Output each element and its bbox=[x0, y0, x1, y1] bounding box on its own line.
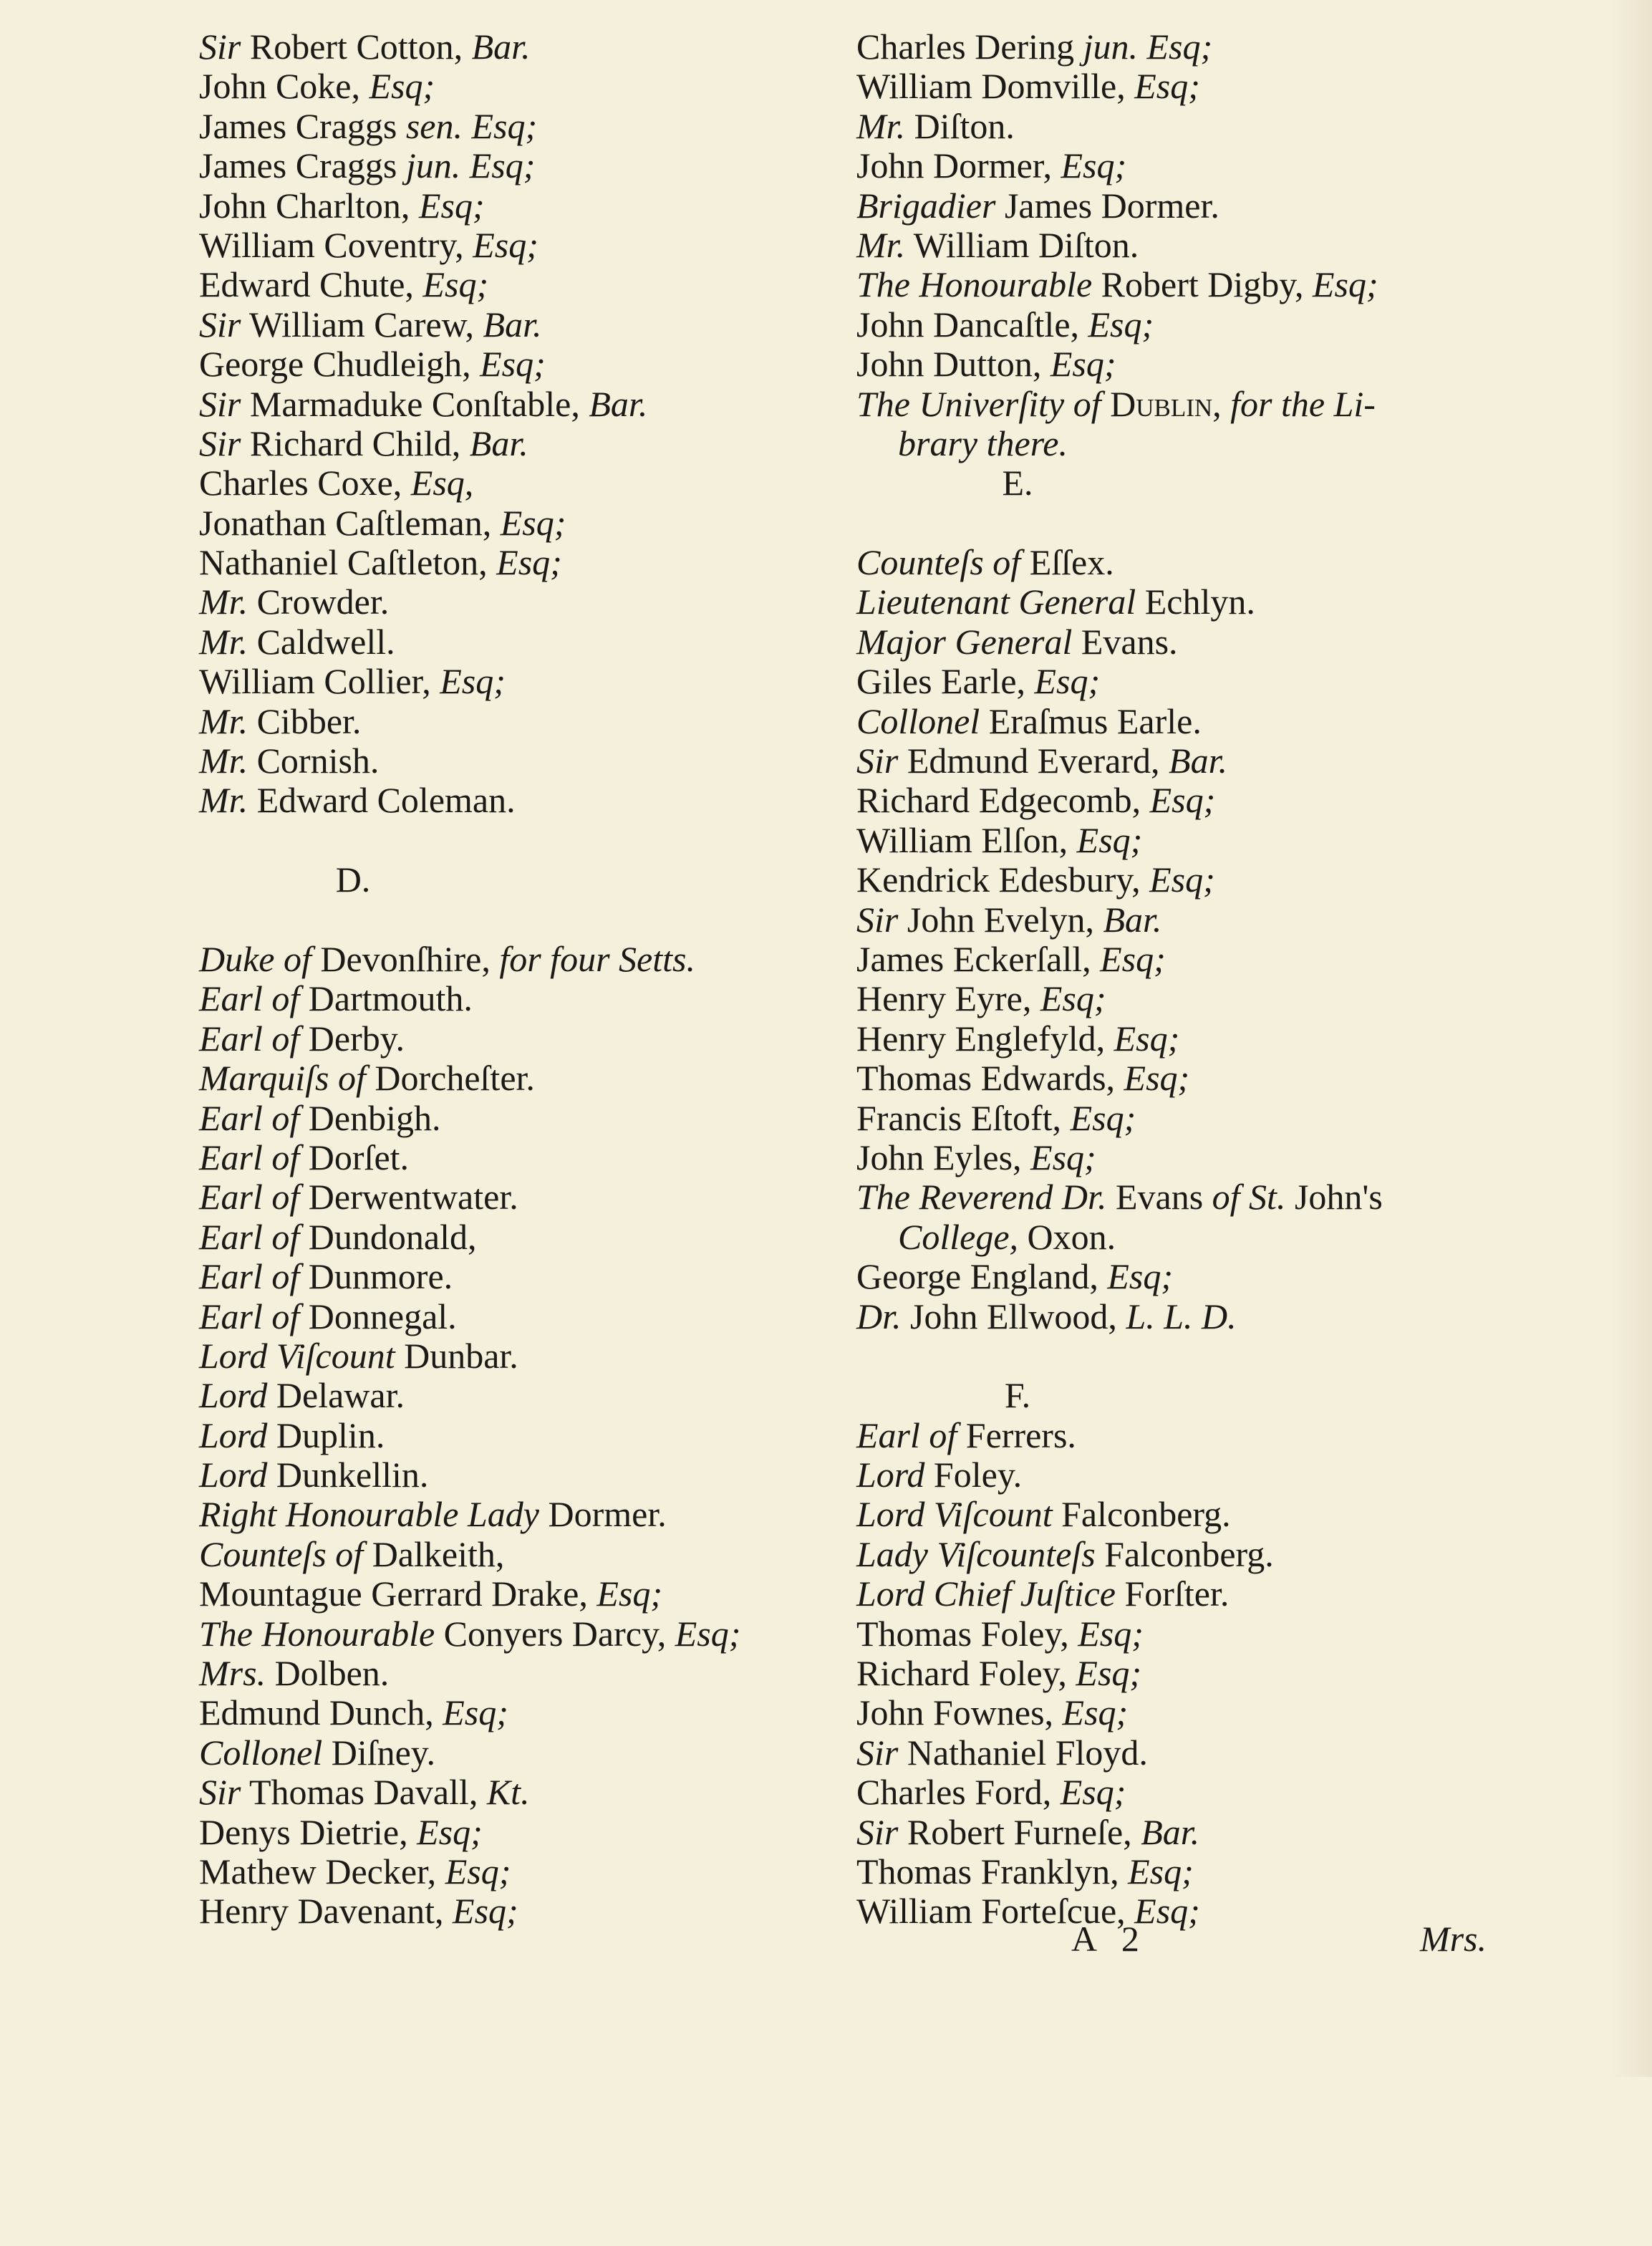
left-subscriber-entry bbox=[199, 226, 844, 265]
right-subscriber-entry bbox=[856, 1693, 1501, 1732]
right-subscriber-entry bbox=[856, 1416, 1501, 1455]
roman-text: , bbox=[1212, 383, 1231, 424]
italic-text: Esq; bbox=[1070, 1097, 1136, 1138]
italic-text: Lord bbox=[199, 1414, 268, 1455]
left-subscriber-entry bbox=[199, 702, 844, 741]
roman-text: William Domville, bbox=[856, 66, 1135, 107]
italic-text: Esq; bbox=[675, 1613, 741, 1654]
roman-text: William Carew, bbox=[241, 304, 483, 344]
roman-text: Duplin. bbox=[267, 1414, 385, 1455]
left-subscriber-entry bbox=[199, 27, 844, 67]
roman-text: Dublin bbox=[1101, 383, 1213, 424]
italic-text: Mr. bbox=[199, 582, 248, 622]
roman-text: Dormer. bbox=[538, 1494, 667, 1535]
italic-text: Mr. bbox=[199, 780, 248, 821]
italic-text: Lady Viſcounteſs bbox=[856, 1533, 1096, 1574]
italic-text: Sir bbox=[199, 304, 241, 344]
left-subscriber-entry bbox=[199, 463, 844, 503]
roman-text: Eraſmus Earle. bbox=[980, 700, 1202, 741]
left-subscriber-entry bbox=[199, 1614, 844, 1654]
right-column bbox=[856, 27, 1501, 1932]
right-subscriber-entry bbox=[856, 1138, 1501, 1177]
italic-text: Esq; bbox=[1076, 1653, 1142, 1694]
italic-text: Bar. bbox=[1169, 741, 1227, 781]
italic-text: Mr. bbox=[856, 224, 906, 265]
italic-text: Esq; bbox=[1128, 1851, 1194, 1891]
roman-text: Ferrers. bbox=[957, 1414, 1076, 1455]
left-spacer bbox=[199, 900, 844, 940]
roman-text: Robert Furneſe, bbox=[898, 1811, 1141, 1852]
roman-text: John Evelyn, bbox=[898, 899, 1103, 940]
roman-text: John Dormer, bbox=[856, 145, 1061, 186]
left-subscriber-entry bbox=[199, 1336, 844, 1376]
roman-text: Dartmouth. bbox=[299, 978, 473, 1019]
roman-text: Dundonald, bbox=[299, 1216, 477, 1257]
roman-text: Echlyn. bbox=[1136, 582, 1255, 622]
italic-text: Earl of bbox=[199, 1177, 300, 1218]
italic-text: Right Honourable Lady bbox=[199, 1494, 539, 1535]
roman-text: John Eyles, bbox=[856, 1137, 1031, 1177]
roman-text: Robert Digby, bbox=[1092, 264, 1313, 305]
italic-text: Sir bbox=[856, 741, 899, 781]
roman-text: James Eckerſall, bbox=[856, 938, 1101, 979]
italic-text: Esq; bbox=[369, 66, 435, 107]
left-subscriber-entry bbox=[199, 305, 844, 344]
italic-text: Lord Viſcount bbox=[199, 1335, 395, 1376]
italic-text: of St. bbox=[1212, 1177, 1286, 1218]
italic-text: Earl of bbox=[856, 1414, 957, 1455]
right-subscriber-entry bbox=[856, 1059, 1501, 1098]
italic-text: Mr. bbox=[856, 105, 906, 146]
italic-text: Esq; bbox=[1050, 344, 1116, 385]
italic-text: Earl of bbox=[199, 1256, 300, 1297]
left-subscriber-entry bbox=[199, 1376, 844, 1415]
left-subscriber-entry bbox=[199, 1138, 844, 1177]
left-subscriber-entry bbox=[199, 543, 844, 582]
italic-text: Esq; bbox=[1107, 1256, 1174, 1297]
right-subscriber-entry bbox=[856, 344, 1501, 384]
italic-text: Esq; bbox=[1076, 819, 1143, 860]
roman-text: John Coke, bbox=[199, 66, 369, 107]
right-subscriber-entry bbox=[856, 1733, 1501, 1773]
roman-text: Charles Coxe, bbox=[199, 463, 411, 503]
roman-text: Diſney. bbox=[322, 1732, 436, 1773]
italic-text: Dr. bbox=[856, 1296, 902, 1336]
left-subscriber-entry bbox=[199, 622, 844, 662]
italic-text: Collonel bbox=[856, 700, 980, 741]
roman-text: Caldwell. bbox=[248, 621, 395, 662]
roman-text: Crowder. bbox=[248, 582, 390, 622]
right-subscriber-entry bbox=[856, 305, 1501, 344]
roman-text: Denys Dietrie, bbox=[199, 1811, 417, 1852]
right-subscriber-entry bbox=[856, 781, 1501, 820]
italic-text: Lord bbox=[856, 1455, 925, 1495]
italic-text: Lord Chief Juſtice bbox=[856, 1573, 1116, 1614]
italic-text: Lieutenant General bbox=[856, 582, 1136, 622]
left-subscriber-entry bbox=[199, 1891, 844, 1931]
right-subscriber-entry bbox=[856, 265, 1501, 304]
roman-text: Devonſhire, bbox=[311, 938, 500, 979]
italic-text: Sir bbox=[199, 383, 241, 424]
italic-text: Esq; bbox=[418, 185, 485, 226]
italic-text: Esq; bbox=[1060, 1772, 1126, 1813]
italic-text: Esq; bbox=[445, 1851, 511, 1891]
italic-text: The Univerſity of bbox=[856, 383, 1101, 424]
roman-text: Dunkellin. bbox=[267, 1455, 429, 1495]
left-spacer bbox=[199, 821, 844, 860]
roman-text: Forſter. bbox=[1116, 1573, 1230, 1614]
italic-text: Bar. bbox=[1141, 1811, 1200, 1852]
right-subscriber-entry bbox=[856, 1218, 1501, 1257]
italic-text: Sir bbox=[856, 1732, 899, 1773]
italic-text: jun. Esq; bbox=[1083, 26, 1213, 67]
roman-text: Thomas Foley, bbox=[856, 1613, 1078, 1654]
roman-text: Delawar. bbox=[267, 1375, 405, 1416]
left-subscriber-entry bbox=[199, 265, 844, 304]
left-subscriber-entry bbox=[199, 503, 844, 543]
roman-text: William Collier, bbox=[199, 661, 440, 702]
italic-text: Sir bbox=[199, 1772, 241, 1813]
italic-text: Esq; bbox=[1062, 1692, 1129, 1733]
italic-text: Esq; bbox=[1078, 1613, 1144, 1654]
roman-text: Nathaniel Floyd. bbox=[898, 1732, 1148, 1773]
roman-text: Denbigh. bbox=[299, 1097, 441, 1138]
left-subscriber-entry bbox=[199, 979, 844, 1018]
italic-text: Duke of bbox=[199, 938, 311, 979]
italic-text: Sir bbox=[199, 423, 241, 463]
italic-text: Mrs. bbox=[199, 1653, 266, 1694]
roman-text: Thomas Franklyn, bbox=[856, 1851, 1129, 1891]
roman-text: Dorſet. bbox=[299, 1137, 410, 1177]
roman-text: Thomas Edwards, bbox=[856, 1058, 1124, 1099]
right-spacer bbox=[856, 1336, 1501, 1376]
right-subscriber-entry bbox=[856, 226, 1501, 265]
roman-text: Cornish. bbox=[248, 741, 380, 781]
italic-text: Esq; bbox=[1124, 1058, 1190, 1099]
italic-text: Lord bbox=[199, 1455, 268, 1495]
italic-text: The Honourable bbox=[199, 1613, 435, 1654]
roman-text: Richard Foley, bbox=[856, 1653, 1076, 1694]
italic-text: Esq; bbox=[480, 344, 546, 385]
italic-text: jun. Esq; bbox=[405, 145, 536, 186]
right-subscriber-entry bbox=[856, 860, 1501, 900]
right-section-heading bbox=[856, 1376, 1179, 1415]
page-edge-shadow bbox=[1609, 0, 1652, 2077]
roman-text: Foley. bbox=[924, 1455, 1023, 1495]
left-subscriber-entry bbox=[199, 146, 844, 185]
roman-text: Falconberg. bbox=[1052, 1494, 1231, 1535]
left-subscriber-entry bbox=[199, 1297, 844, 1336]
roman-text: George Chudleigh, bbox=[199, 344, 480, 385]
left-subscriber-entry bbox=[199, 67, 844, 106]
right-subscriber-entry bbox=[856, 821, 1501, 860]
roman-text: William Forteſcue, bbox=[856, 1891, 1135, 1932]
left-subscriber-entry bbox=[199, 1019, 844, 1059]
roman-text: E. bbox=[1002, 463, 1033, 503]
italic-text: Esq; bbox=[1149, 859, 1215, 900]
roman-text: Thomas Davall, bbox=[241, 1772, 487, 1813]
italic-text: Esq; bbox=[1030, 1137, 1096, 1177]
right-subscriber-entry bbox=[856, 1495, 1501, 1534]
italic-text: Bar. bbox=[1103, 899, 1162, 940]
right-subscriber-entry bbox=[856, 900, 1501, 940]
left-subscriber-entry bbox=[199, 940, 844, 979]
italic-text: Earl of bbox=[199, 978, 300, 1019]
roman-text: Richard Edgecomb, bbox=[856, 780, 1150, 821]
roman-text: Evans. bbox=[1072, 621, 1178, 662]
roman-text: Robert Cotton, bbox=[241, 26, 472, 67]
left-subscriber-entry bbox=[199, 1733, 844, 1773]
right-subscriber-entry bbox=[856, 940, 1501, 979]
italic-text: Sir bbox=[199, 26, 241, 67]
italic-text: Bar. bbox=[469, 423, 528, 463]
right-subscriber-entry bbox=[856, 1257, 1501, 1296]
left-subscriber-entry bbox=[199, 1495, 844, 1534]
italic-text: Mr. bbox=[199, 700, 248, 741]
right-subscriber-entry bbox=[856, 543, 1501, 582]
right-subscriber-entry bbox=[856, 741, 1501, 781]
italic-text: Esq; bbox=[1061, 145, 1127, 186]
roman-text: Diſton. bbox=[905, 105, 1015, 146]
italic-text: Sir bbox=[856, 1811, 899, 1852]
right-subscriber-entry bbox=[856, 582, 1501, 622]
roman-text: John Dutton, bbox=[856, 344, 1050, 385]
roman-text: Henry Eyre, bbox=[856, 978, 1040, 1019]
italic-text: The Honourable bbox=[856, 264, 1093, 305]
italic-text: Earl of bbox=[199, 1137, 300, 1177]
right-subscriber-entry bbox=[856, 146, 1501, 185]
left-subscriber-entry bbox=[199, 1654, 844, 1693]
italic-text: Lord Viſcount bbox=[856, 1494, 1053, 1535]
right-subscriber-entry bbox=[856, 1535, 1501, 1574]
left-subscriber-entry bbox=[199, 741, 844, 781]
roman-text: Nathaniel Caſtleton, bbox=[199, 542, 497, 583]
italic-text: Esq; bbox=[417, 1811, 483, 1852]
roman-text: Evans bbox=[1106, 1177, 1212, 1218]
roman-text: James Dormer. bbox=[995, 185, 1219, 226]
italic-text: Esq; bbox=[596, 1573, 662, 1614]
italic-text: Lord bbox=[199, 1375, 268, 1416]
italic-text: Esq; bbox=[1088, 304, 1154, 344]
italic-text: Esq; bbox=[1040, 978, 1106, 1019]
roman-text: Kendrick Edesbury, bbox=[856, 859, 1150, 900]
left-subscriber-entry bbox=[199, 1177, 844, 1217]
right-subscriber-entry bbox=[856, 622, 1501, 662]
signature-mark: A 2 bbox=[1071, 1919, 1148, 1959]
roman-text: Francis Eſtoft, bbox=[856, 1097, 1071, 1138]
italic-text: Esq; bbox=[1034, 661, 1101, 702]
italic-text: Esq; bbox=[1134, 66, 1200, 107]
roman-text: William Elſon, bbox=[856, 819, 1077, 860]
roman-text: John Charlton, bbox=[199, 185, 419, 226]
right-subscriber-entry bbox=[856, 67, 1501, 106]
roman-text: Dolben. bbox=[266, 1653, 390, 1694]
roman-text: John Ellwood, bbox=[901, 1296, 1126, 1336]
right-spacer bbox=[856, 503, 1501, 543]
italic-text: Esq; bbox=[500, 502, 566, 543]
right-subscriber-entry bbox=[856, 1455, 1501, 1495]
italic-text: Esq; bbox=[1134, 1891, 1200, 1932]
italic-text: sen. Esq; bbox=[405, 105, 538, 146]
roman-text: Henry Englefyld, bbox=[856, 1018, 1114, 1059]
right-subscriber-entry bbox=[856, 1813, 1501, 1852]
right-subscriber-entry bbox=[856, 702, 1501, 741]
left-subscriber-entry bbox=[199, 1813, 844, 1852]
italic-text: Kt. bbox=[486, 1772, 530, 1813]
italic-text: Earl of bbox=[199, 1097, 300, 1138]
roman-text: William Coventry, bbox=[199, 224, 473, 265]
roman-text: Dunbar. bbox=[395, 1335, 518, 1376]
italic-text: Esq; bbox=[1114, 1018, 1180, 1059]
italic-text: Esq; bbox=[1149, 780, 1216, 821]
roman-text: Edward Chute, bbox=[199, 264, 423, 305]
right-subscriber-entry bbox=[856, 1177, 1501, 1217]
italic-text: Esq; bbox=[422, 264, 489, 305]
roman-text: James Craggs bbox=[199, 105, 406, 146]
italic-text: Mr. bbox=[199, 621, 248, 662]
left-subscriber-entry bbox=[199, 1693, 844, 1732]
roman-text: William Diſton. bbox=[905, 224, 1139, 265]
italic-text: Mr. bbox=[199, 741, 248, 781]
italic-text: Esq; bbox=[496, 542, 562, 583]
left-subscriber-entry bbox=[199, 662, 844, 701]
right-subscriber-entry bbox=[856, 385, 1501, 424]
right-subscriber-entry bbox=[856, 1574, 1501, 1614]
right-subscriber-entry bbox=[856, 662, 1501, 701]
italic-text: Counteſs of bbox=[199, 1533, 364, 1574]
catchword: Mrs. bbox=[1419, 1919, 1487, 1959]
italic-text: L. L. D. bbox=[1126, 1296, 1237, 1336]
italic-text: Bar. bbox=[589, 383, 648, 424]
italic-text: Esq; bbox=[453, 1891, 518, 1932]
roman-text: Donnegal. bbox=[299, 1296, 457, 1336]
left-subscriber-entry bbox=[199, 1416, 844, 1455]
left-subscriber-entry bbox=[199, 1218, 844, 1257]
right-subscriber-entry bbox=[856, 1099, 1501, 1138]
left-subscriber-entry bbox=[199, 1099, 844, 1138]
roman-text: Eſſex. bbox=[1020, 542, 1114, 583]
italic-text: Major General bbox=[856, 621, 1073, 662]
italic-text: College, bbox=[898, 1216, 1019, 1257]
italic-text: Earl of bbox=[199, 1216, 300, 1257]
right-subscriber-entry bbox=[856, 27, 1501, 67]
right-subscriber-entry bbox=[856, 979, 1501, 1018]
left-subscriber-entry bbox=[199, 1574, 844, 1614]
right-subscriber-entry bbox=[856, 1614, 1501, 1654]
right-subscriber-entry bbox=[856, 1852, 1501, 1891]
right-subscriber-entry bbox=[856, 1019, 1501, 1059]
roman-text: F. bbox=[1004, 1375, 1031, 1416]
left-subscriber-entry bbox=[199, 1455, 844, 1495]
italic-text: Esq; bbox=[440, 661, 506, 702]
left-subscriber-entry bbox=[199, 186, 844, 226]
roman-text: James Craggs bbox=[199, 145, 406, 186]
right-subscriber-entry bbox=[856, 186, 1501, 226]
roman-text: Marmaduke Conſtable, bbox=[241, 383, 589, 424]
roman-text: Falconberg. bbox=[1095, 1533, 1274, 1574]
right-subscriber-entry bbox=[856, 107, 1501, 146]
left-subscriber-entry bbox=[199, 1852, 844, 1891]
italic-text: Esq; bbox=[1100, 938, 1166, 979]
left-column bbox=[199, 27, 844, 1932]
roman-text: Derwentwater. bbox=[299, 1177, 518, 1218]
roman-text: Dorcheſter. bbox=[365, 1058, 535, 1099]
roman-text: Giles Earle, bbox=[856, 661, 1035, 702]
roman-text: Dunmore. bbox=[299, 1256, 453, 1297]
italic-text: Sir bbox=[856, 899, 899, 940]
italic-text: Earl of bbox=[199, 1018, 300, 1059]
roman-text: Edward Coleman. bbox=[248, 780, 516, 821]
roman-text: Dalkeith, bbox=[363, 1533, 505, 1574]
italic-text: for four Setts. bbox=[499, 938, 695, 979]
roman-text: Charles Ford, bbox=[856, 1772, 1061, 1813]
left-subscriber-entry bbox=[199, 582, 844, 622]
roman-text: John Dancaſtle, bbox=[856, 304, 1088, 344]
roman-text: Richard Child, bbox=[241, 423, 470, 463]
italic-text: for the Li- bbox=[1230, 383, 1376, 424]
italic-text: Collonel bbox=[199, 1732, 323, 1773]
roman-text: John's bbox=[1285, 1177, 1383, 1218]
left-subscriber-entry bbox=[199, 1059, 844, 1098]
italic-text: Esq; bbox=[1313, 264, 1378, 305]
right-subscriber-entry bbox=[856, 1297, 1501, 1336]
left-subscriber-entry bbox=[199, 424, 844, 463]
italic-text: Bar. bbox=[471, 26, 531, 67]
right-section-heading bbox=[856, 463, 1179, 503]
italic-text: brary there. bbox=[898, 423, 1068, 463]
right-subscriber-entry bbox=[856, 1891, 1501, 1931]
left-subscriber-entry bbox=[199, 107, 844, 146]
roman-text: Edmund Everard, bbox=[898, 741, 1169, 781]
italic-text: Bar. bbox=[483, 304, 542, 344]
roman-text: Oxon. bbox=[1018, 1216, 1116, 1257]
left-subscriber-entry bbox=[199, 1773, 844, 1812]
roman-text: Henry Davenant, bbox=[199, 1891, 453, 1932]
roman-text: Derby. bbox=[299, 1018, 405, 1059]
left-section-heading bbox=[199, 860, 507, 900]
right-subscriber-entry bbox=[856, 1773, 1501, 1812]
italic-text: Marquiſs of bbox=[199, 1058, 366, 1099]
right-subscriber-entry bbox=[856, 424, 1501, 463]
italic-text: Counteſs of bbox=[856, 542, 1021, 583]
roman-text: George England, bbox=[856, 1256, 1108, 1297]
roman-text: John Fownes, bbox=[856, 1692, 1063, 1733]
left-subscriber-entry bbox=[199, 1257, 844, 1296]
roman-text: Edmund Dunch, bbox=[199, 1692, 443, 1733]
roman-text: D. bbox=[335, 859, 371, 900]
left-subscriber-entry bbox=[199, 1535, 844, 1574]
left-subscriber-entry bbox=[199, 385, 844, 424]
right-subscriber-entry bbox=[856, 1654, 1501, 1693]
roman-text: Charles Dering bbox=[856, 26, 1083, 67]
roman-text: Mathew Decker, bbox=[199, 1851, 445, 1891]
italic-text: Brigadier bbox=[856, 185, 996, 226]
left-subscriber-entry bbox=[199, 781, 844, 820]
left-subscriber-entry bbox=[199, 344, 844, 384]
italic-text: Esq; bbox=[473, 224, 538, 265]
italic-text: Esq, bbox=[410, 463, 474, 503]
italic-text: The Reverend Dr. bbox=[856, 1177, 1107, 1218]
italic-text: Esq; bbox=[443, 1692, 508, 1733]
roman-text: Cibber. bbox=[248, 700, 362, 741]
italic-text: Earl of bbox=[199, 1296, 300, 1336]
roman-text: Mountague Gerrard Drake, bbox=[199, 1573, 597, 1614]
roman-text: Conyers Darcy, bbox=[435, 1613, 675, 1654]
roman-text: Jonathan Caſtleman, bbox=[199, 502, 501, 543]
